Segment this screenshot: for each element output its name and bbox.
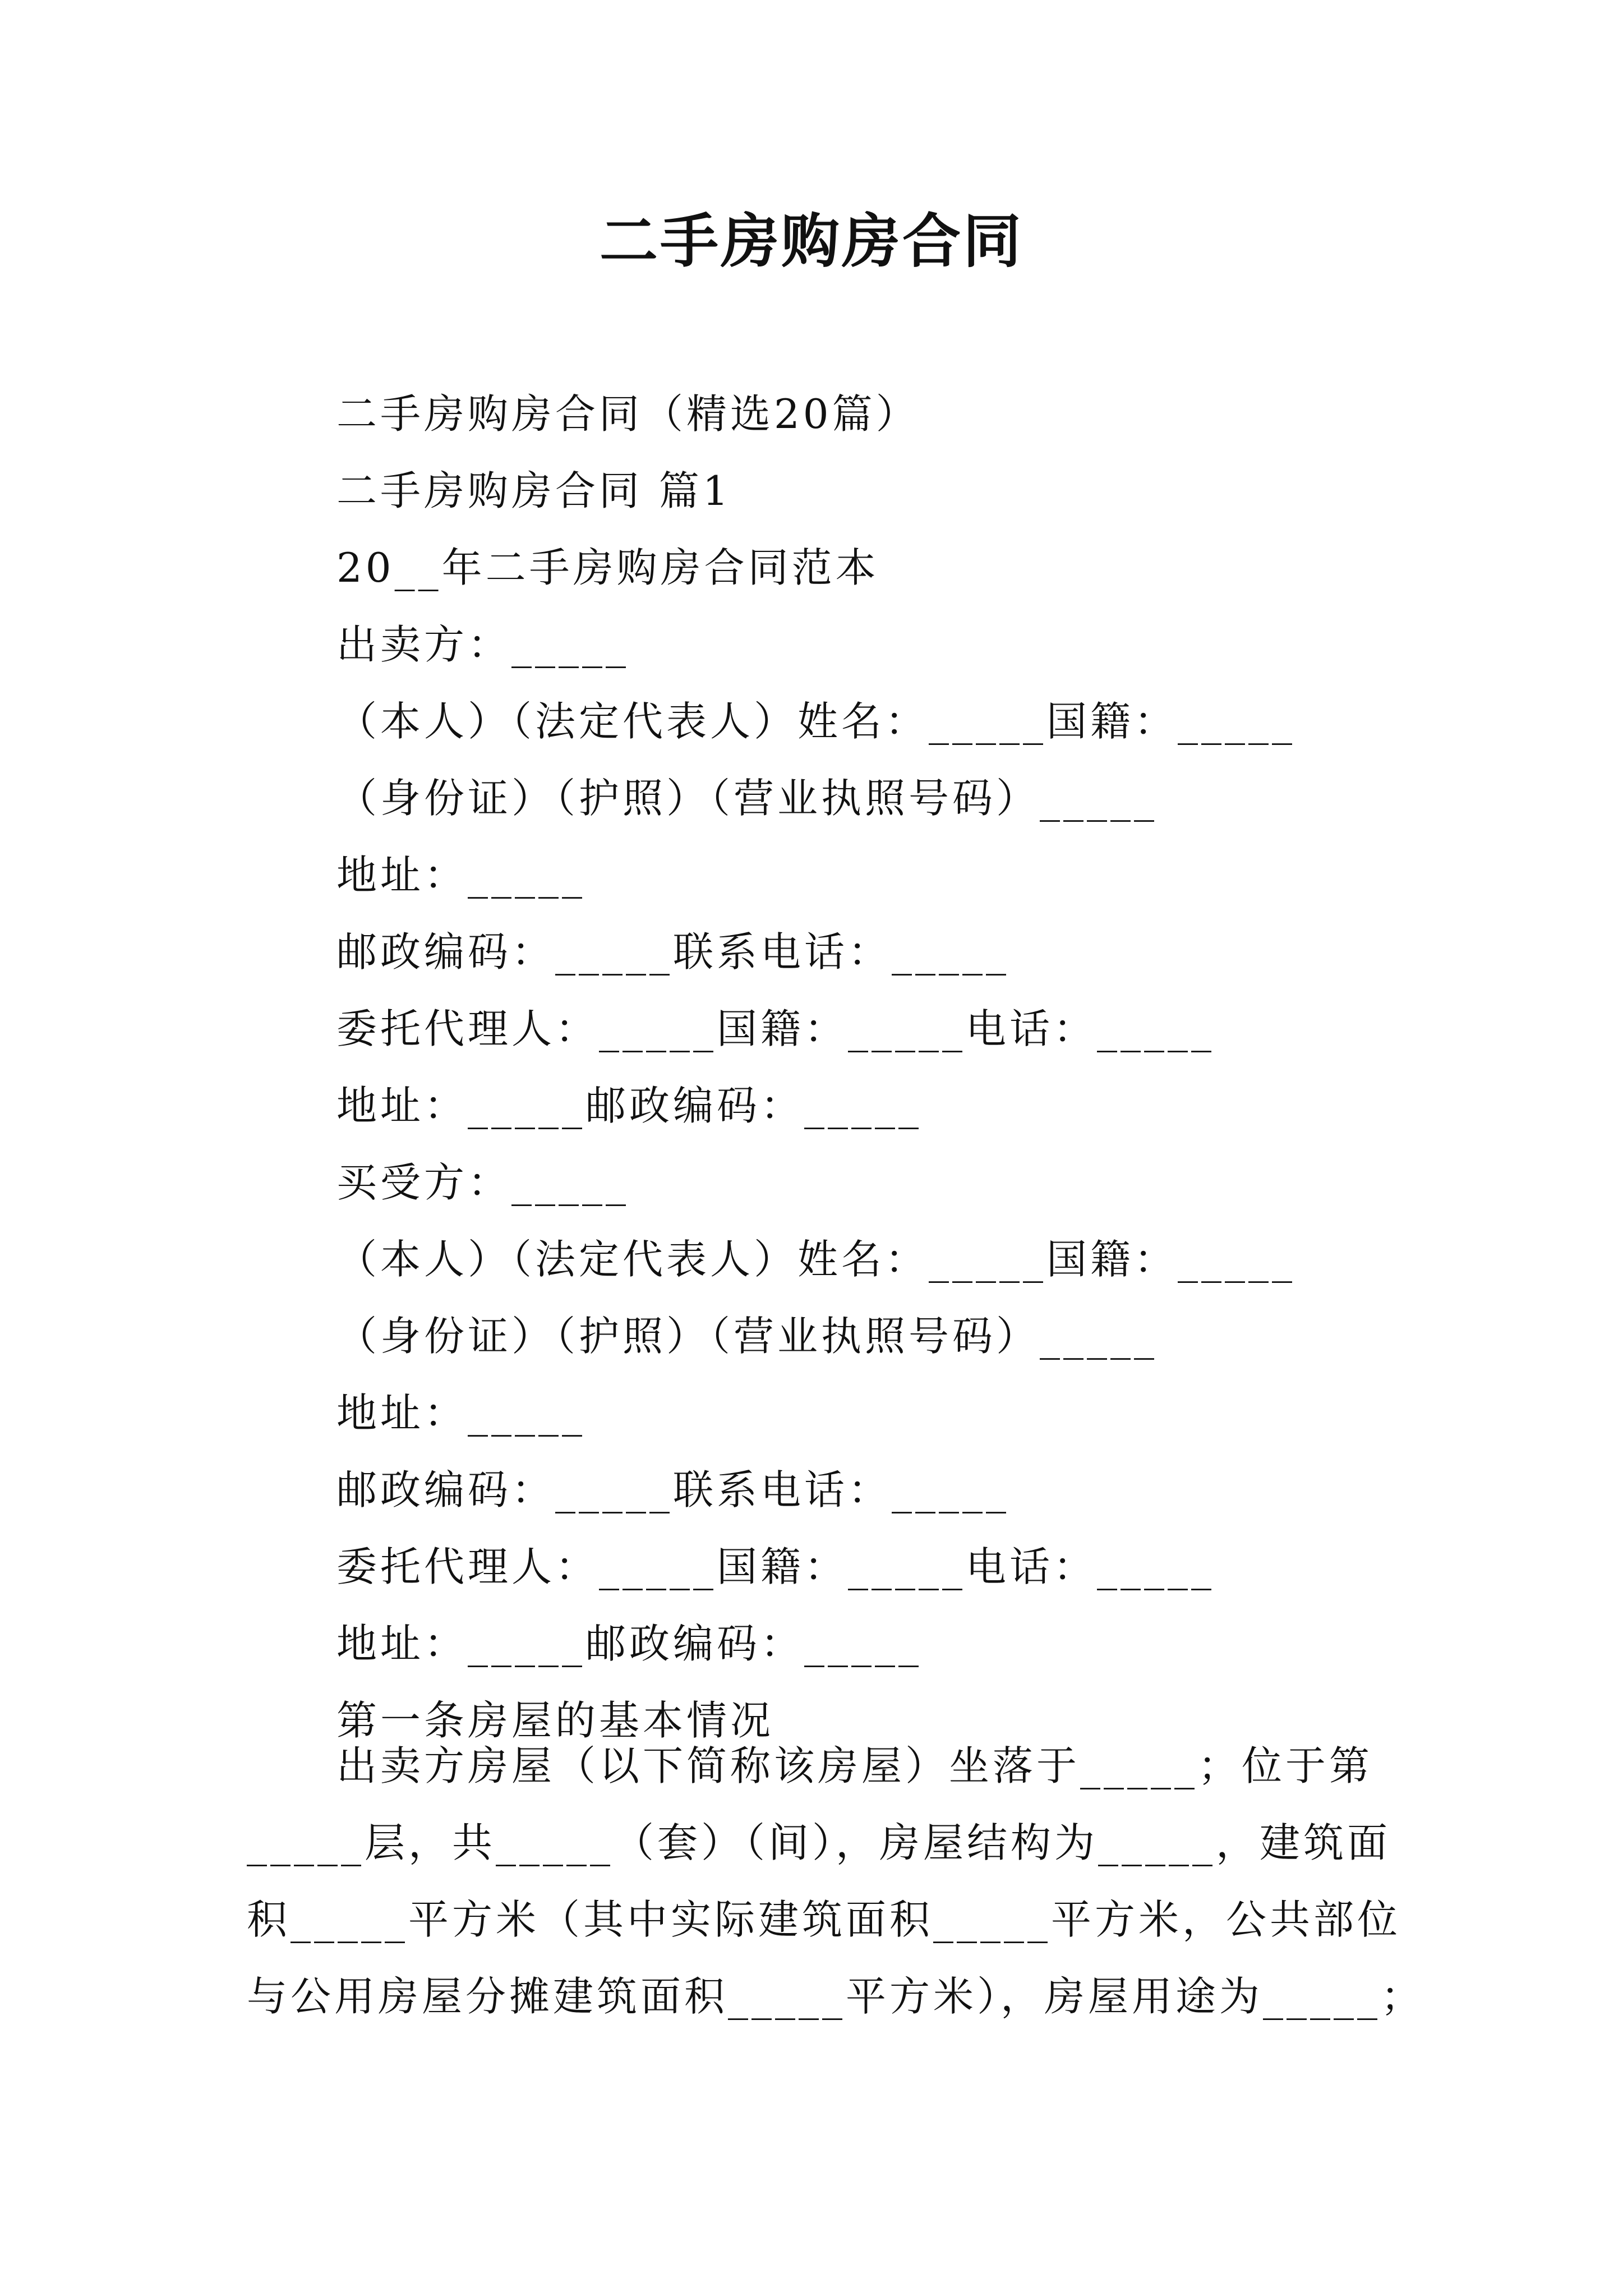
paragraph-line: 出卖方房屋（以下简称该房屋）坐落于_____；位于第 — [336, 1742, 1373, 1789]
buyer-postcode-line: 邮政编码：_____联系电话：_____ — [336, 1466, 1010, 1513]
seller-agent-address-line: 地址：_____邮政编码：_____ — [336, 1082, 923, 1129]
buyer-line: 买受方：_____ — [336, 1159, 630, 1206]
document-title: 二手房购房合同 — [599, 206, 1023, 275]
seller-agent-line: 委托代理人：_____国籍：_____电话：_____ — [336, 1005, 1215, 1052]
seller-id-line: （身份证）（护照）（营业执照号码）_____ — [336, 775, 1158, 822]
document-body — [336, 376, 1402, 1759]
buyer-agent-line: 委托代理人：_____国籍：_____电话：_____ — [336, 1543, 1215, 1590]
subtitle-line: 二手房购房合同（精选20篇） — [336, 390, 920, 438]
paragraph-line: 与公用房屋分摊建筑面积_____平方米），房屋用途为_____； — [247, 1973, 1425, 2020]
article-one-paragraph — [247, 1728, 1425, 2035]
buyer-agent-address-line: 地址：_____邮政编码：_____ — [336, 1620, 923, 1667]
paragraph-line: 积_____平方米（其中实际建筑面积_____平方米，公共部位 — [247, 1896, 1401, 1943]
buyer-name-line: （本人）（法定代表人）姓名：_____国籍：_____ — [336, 1236, 1296, 1283]
section-heading: 二手房购房合同 篇1 — [336, 467, 732, 514]
seller-postcode-line: 邮政编码：_____联系电话：_____ — [336, 928, 1010, 976]
buyer-address-line: 地址：_____ — [336, 1389, 586, 1437]
seller-address-line: 地址：_____ — [336, 852, 586, 899]
template-heading: 20__年二手房购房合同范本 — [336, 544, 879, 591]
buyer-id-line: （身份证）（护照）（营业执照号码）_____ — [336, 1313, 1158, 1360]
seller-line: 出卖方：_____ — [336, 621, 630, 668]
paragraph-line: _____层，共_____（套）（间），房屋结构为_____，建筑面 — [247, 1819, 1391, 1866]
seller-name-line: （本人）（法定代表人）姓名：_____国籍：_____ — [336, 698, 1296, 745]
article-one-heading: 第一条房屋的基本情况 — [336, 1697, 774, 1744]
